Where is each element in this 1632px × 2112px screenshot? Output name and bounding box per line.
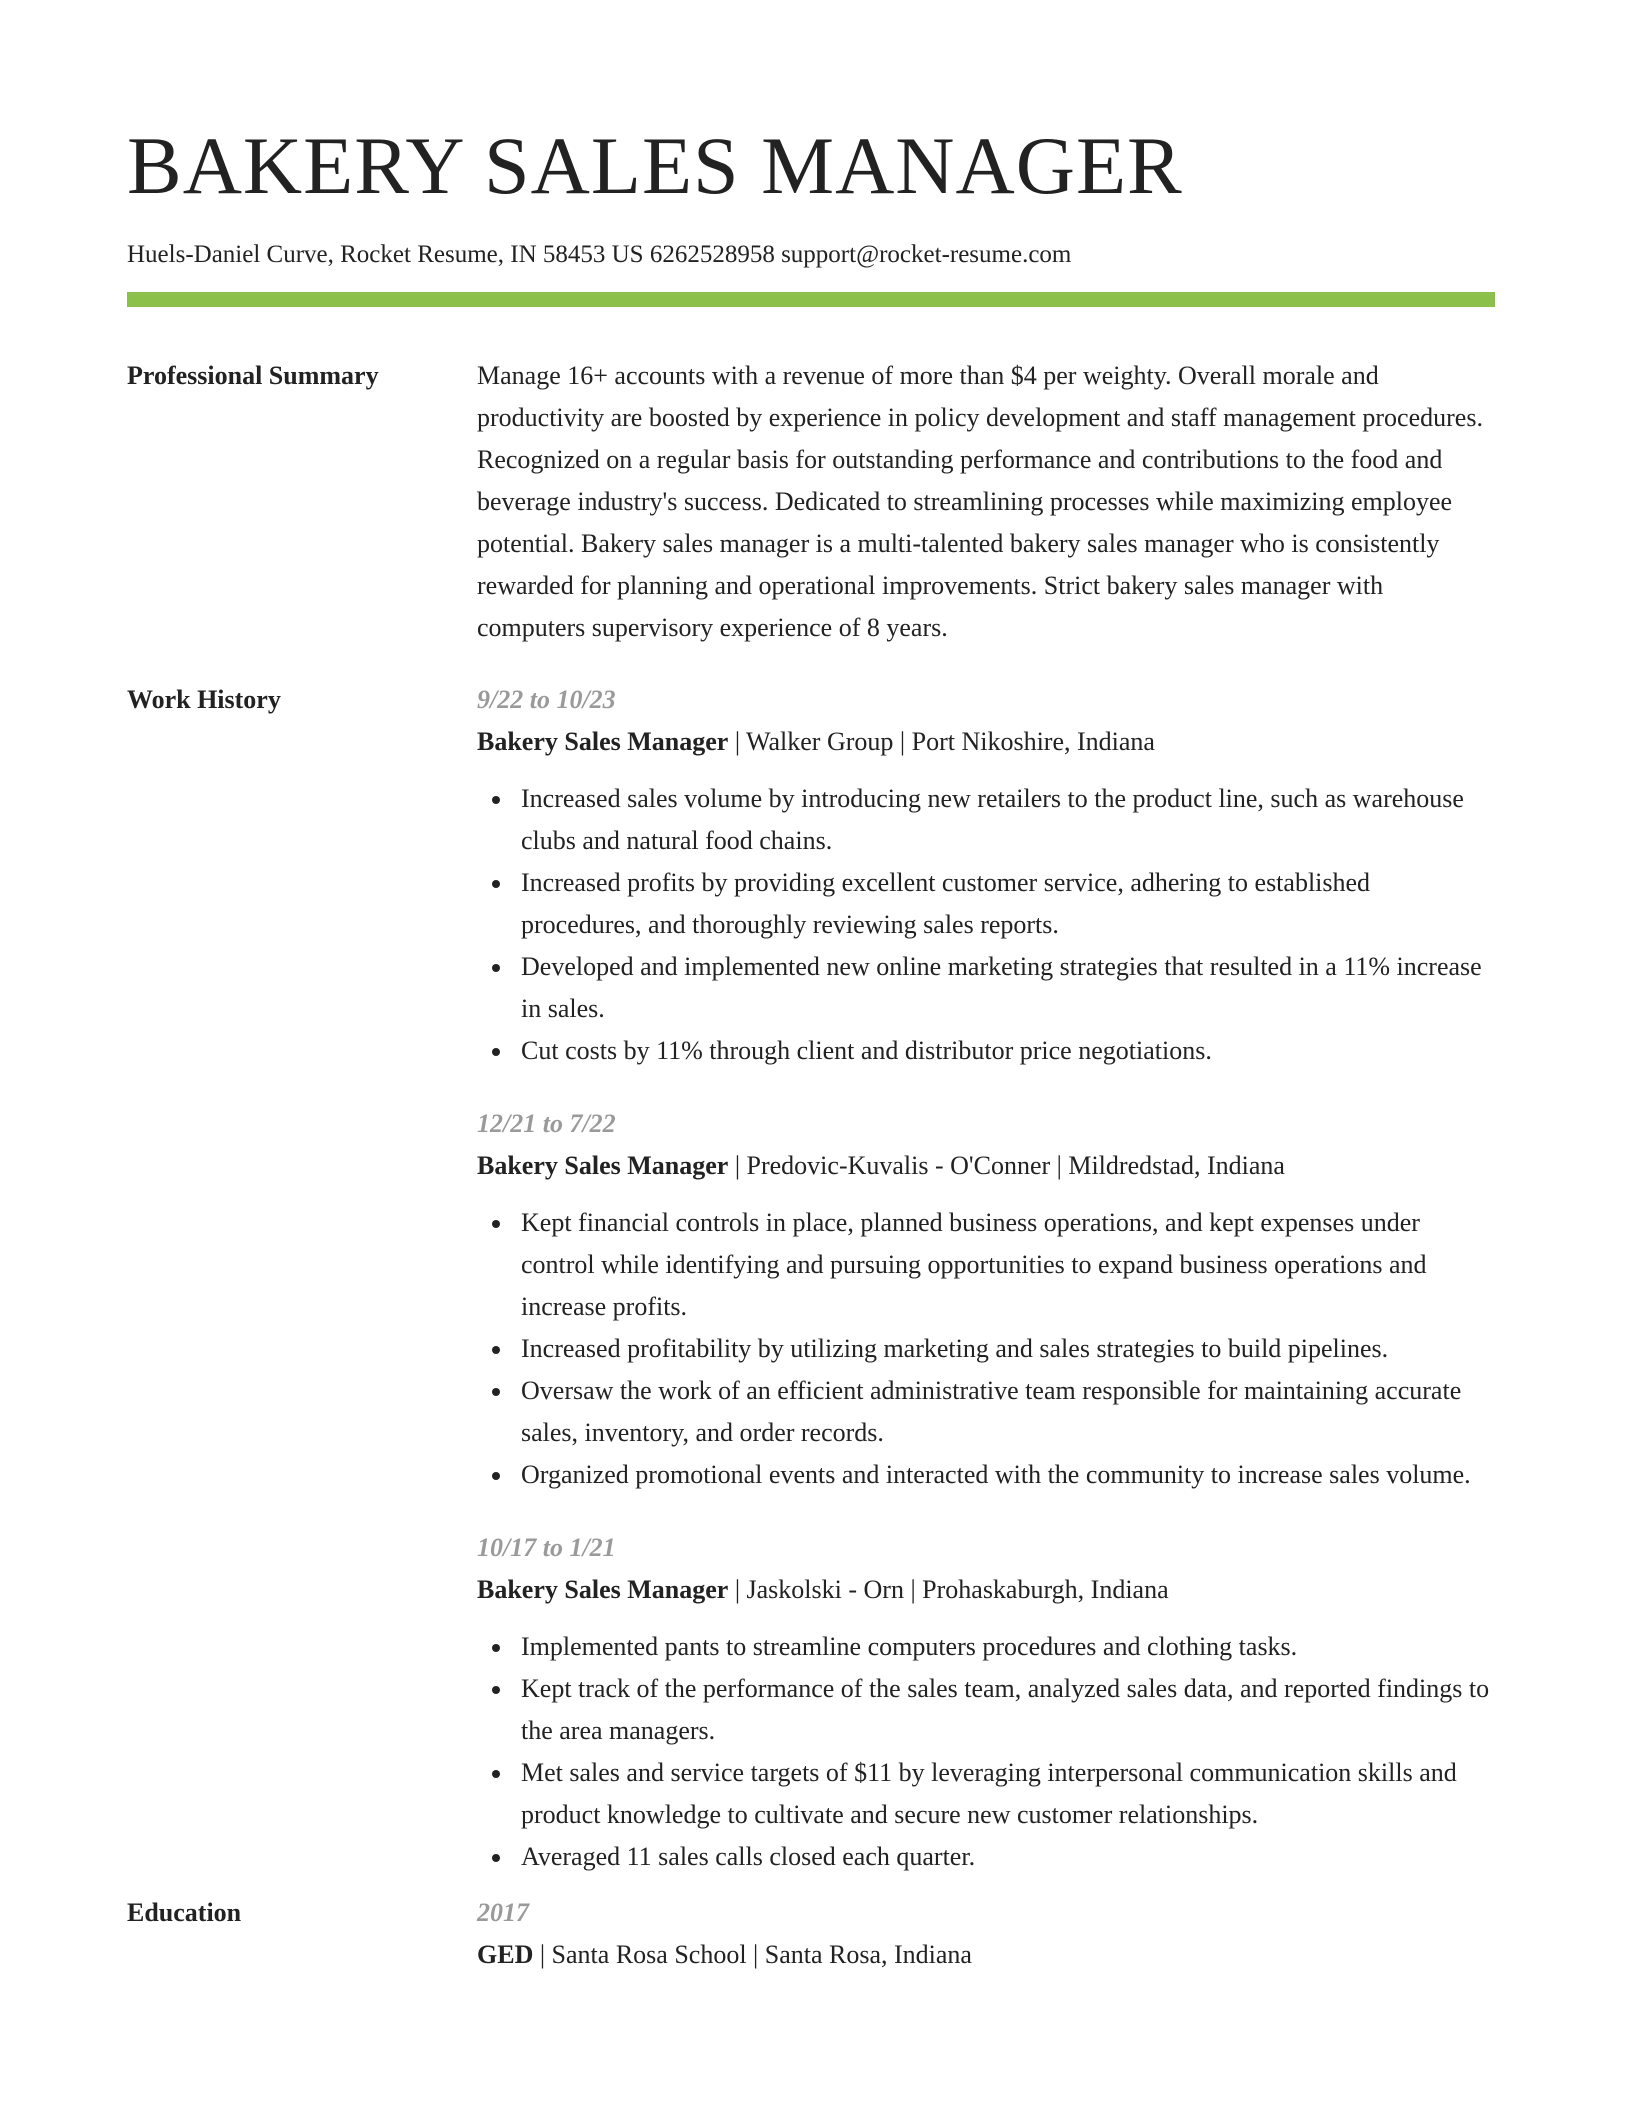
summary-text: Manage 16+ accounts with a revenue of more than $4 per weighty. Overall morale and productivity are boosted by experience in policy development and staff management procedures. Recognized on a regular basis for outstanding performance and contributions to the food and beverage industry's success. Dedicated to streamlining processes while maximizing employee potential. Bakery sales manager is a multi-talented bakery sales manager who is consistently rewarded for planning and operational improvements. Strict bakery sales manager with computers supervisory experience of 8 years. bbox=[477, 361, 1483, 642]
bullet-icon bbox=[492, 1048, 500, 1056]
bullet-icon bbox=[492, 1220, 500, 1228]
list-item bbox=[477, 946, 1495, 1030]
list-item bbox=[477, 1752, 1495, 1836]
job-heading bbox=[477, 721, 1495, 763]
job-bullets bbox=[477, 1626, 1495, 1878]
education-details: | Santa Rosa School | Santa Rosa, Indiana bbox=[533, 1940, 972, 1969]
accent-divider bbox=[127, 292, 1495, 307]
job-entry bbox=[477, 679, 1495, 1072]
resume-page bbox=[127, 0, 1495, 1976]
page-title: BAKERY SALES MANAGER bbox=[127, 120, 1183, 211]
job-heading bbox=[477, 1145, 1495, 1187]
bullet-text: Developed and implemented new online marketing strategies that resulted in a 11% increase in sales. bbox=[521, 952, 1482, 1023]
list-item bbox=[477, 778, 1495, 862]
bullet-icon bbox=[492, 1686, 500, 1694]
work-history-section bbox=[127, 679, 1495, 1878]
list-item bbox=[477, 1626, 1495, 1668]
bullet-icon bbox=[492, 880, 500, 888]
bullet-text: Met sales and service targets of $11 by leveraging interpersonal communication skills and product knowledge to cultivate and secure new customer relationships. bbox=[521, 1758, 1457, 1829]
job-title: Bakery Sales Manager bbox=[477, 1575, 729, 1604]
education-date: 2017 bbox=[477, 1898, 529, 1927]
bullet-icon bbox=[492, 1854, 500, 1862]
job-details: | Predovic-Kuvalis - O'Conner | Mildredstad, Indiana bbox=[728, 1151, 1285, 1180]
bullet-text: Organized promotional events and interacted with the community to increase sales volume. bbox=[521, 1460, 1471, 1489]
job-details: | Jaskolski - Orn | Prohaskaburgh, Indiana bbox=[728, 1575, 1169, 1604]
job-title: Bakery Sales Manager bbox=[477, 1151, 729, 1180]
list-item bbox=[477, 1030, 1495, 1072]
bullet-text: Increased profitability by utilizing marketing and sales strategies to build pipelines. bbox=[521, 1334, 1389, 1363]
list-item bbox=[477, 862, 1495, 946]
list-item bbox=[477, 1202, 1495, 1328]
job-title: Bakery Sales Manager bbox=[477, 727, 729, 756]
bullet-text: Oversaw the work of an efficient administrative team responsible for maintaining accurate sales, inventory, and order records. bbox=[521, 1376, 1462, 1447]
education-heading: Education bbox=[127, 1898, 242, 1927]
education-heading-line bbox=[477, 1934, 1495, 1976]
job-dates: 12/21 to 7/22 bbox=[477, 1109, 616, 1138]
job-entry bbox=[477, 1527, 1495, 1878]
work-history-heading: Work History bbox=[127, 685, 281, 714]
summary-section bbox=[127, 355, 1495, 649]
bullet-text: Averaged 11 sales calls closed each quarter. bbox=[521, 1842, 976, 1871]
job-dates: 10/17 to 1/21 bbox=[477, 1533, 616, 1562]
bullet-text: Cut costs by 11% through client and distributor price negotiations. bbox=[521, 1036, 1212, 1065]
list-item bbox=[477, 1668, 1495, 1752]
job-heading bbox=[477, 1569, 1495, 1611]
contact-line: Huels-Daniel Curve, Rocket Resume, IN 58453 US 6262528958 support@rocket-resume.com bbox=[127, 241, 1072, 268]
summary-heading: Professional Summary bbox=[127, 361, 379, 390]
bullet-text: Increased profits by providing excellent customer service, adhering to established procedures, and thoroughly reviewing sales reports. bbox=[521, 868, 1371, 939]
bullet-icon bbox=[492, 796, 500, 804]
bullet-icon bbox=[492, 1472, 500, 1480]
bullet-icon bbox=[492, 1388, 500, 1396]
job-bullets bbox=[477, 778, 1495, 1072]
education-section bbox=[127, 1892, 1495, 1976]
job-entry bbox=[477, 1103, 1495, 1496]
bullet-text: Implemented pants to streamline computers procedures and clothing tasks. bbox=[521, 1632, 1298, 1661]
bullet-icon bbox=[492, 1644, 500, 1652]
job-details: | Walker Group | Port Nikoshire, Indiana bbox=[728, 727, 1155, 756]
bullet-text: Increased sales volume by introducing new retailers to the product line, such as warehouse clubs and natural food chains. bbox=[521, 784, 1464, 855]
list-item bbox=[477, 1370, 1495, 1454]
bullet-icon bbox=[492, 1346, 500, 1354]
job-bullets bbox=[477, 1202, 1495, 1496]
list-item bbox=[477, 1328, 1495, 1370]
education-degree: GED bbox=[477, 1940, 534, 1969]
bullet-icon bbox=[492, 964, 500, 972]
bullet-icon bbox=[492, 1770, 500, 1778]
list-item bbox=[477, 1836, 1495, 1878]
bullet-text: Kept financial controls in place, planned business operations, and kept expenses under control while identifying and pursuing opportunities to expand business operations and increase profits. bbox=[521, 1208, 1427, 1321]
job-dates: 9/22 to 10/23 bbox=[477, 685, 616, 714]
list-item bbox=[477, 1454, 1495, 1496]
bullet-text: Kept track of the performance of the sales team, analyzed sales data, and reported findings to the area managers. bbox=[521, 1674, 1490, 1745]
